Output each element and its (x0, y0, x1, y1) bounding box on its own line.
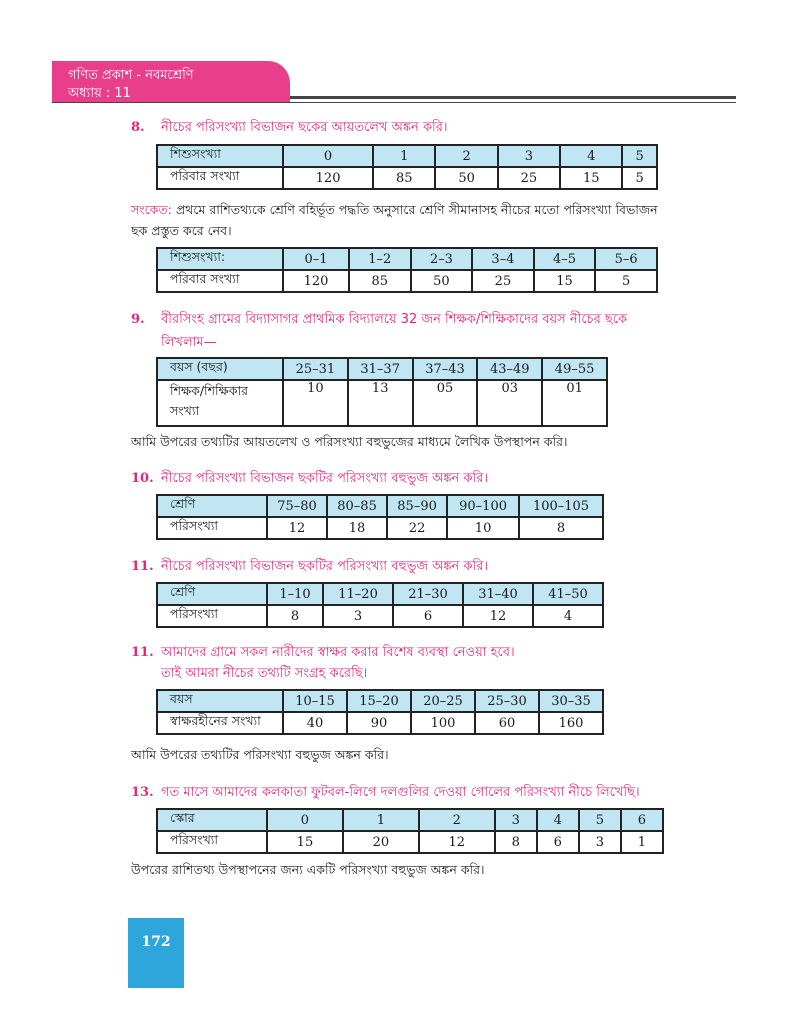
table-cell: 0–1 (283, 248, 349, 270)
table-cell: 20–25 (411, 690, 475, 712)
table-row (157, 517, 603, 539)
table-row (157, 248, 657, 270)
table-row (157, 831, 663, 853)
question-11b (131, 643, 731, 663)
question-text: বীরসিংহ গ্রামের বিদ্যাসাগর প্রাথমিক বিদ্যালয়ে 32 জন শিক্ষক/শিক্ষিকাদের বয়স নীচের ছকে (161, 312, 628, 327)
table-cell: 100–105 (519, 495, 603, 517)
table-cell: 2 (435, 145, 497, 167)
table-cell: 8 (267, 605, 323, 627)
question-9-instruction: আমি উপরের তথ্যটির আয়তলেখ ও পরিসংখ্যা বহুভুজের মাধ্যমে লৈখিক উপস্থাপন করি। (131, 434, 568, 449)
question-10 (131, 469, 731, 489)
table-row (157, 167, 657, 189)
question-number: 11. (131, 645, 154, 660)
question-9 (131, 310, 741, 330)
table-row (157, 380, 607, 426)
table-cell: 15 (534, 270, 596, 292)
table-cell: 60 (475, 712, 539, 734)
question-number: 10. (131, 471, 154, 486)
table-cell: 25 (472, 270, 534, 292)
table-row (157, 495, 603, 517)
table-cell: 1–2 (349, 248, 411, 270)
table-cell: 100 (411, 712, 475, 734)
table-cell: 18 (327, 517, 387, 539)
table-cell: পরিবার সংখ্যা (157, 270, 283, 292)
question-13 (131, 783, 741, 803)
question-number: 13. (131, 785, 154, 800)
table-q8 (156, 144, 658, 190)
table-cell: শ্রেণি (157, 583, 267, 605)
question-11b-instruction: আমি উপরের তথ্যটির পরিসংখ্যা বহুভুজ অঙ্কন করি। (131, 747, 389, 762)
table-cell: 12 (267, 517, 327, 539)
question-8 (131, 118, 731, 138)
table-cell: 15–20 (347, 690, 411, 712)
table-cell: 20 (343, 831, 419, 853)
table-cell: শিশুসংখ্যা (157, 145, 283, 167)
hint (131, 200, 731, 220)
table-cell: 0 (283, 145, 373, 167)
table-cell: 6 (537, 831, 579, 853)
table-cell: 50 (411, 270, 473, 292)
table-cell: 120 (283, 270, 349, 292)
table-row (157, 145, 657, 167)
table-cell: 4–5 (534, 248, 596, 270)
table-cell: 10 (447, 517, 519, 539)
question-number: 9. (131, 312, 145, 327)
table-cell: 2 (419, 809, 495, 831)
table-cell: 31–40 (463, 583, 533, 605)
table-cell: বয়স (157, 690, 283, 712)
table-cell: 2–3 (411, 248, 473, 270)
table-cell: 80–85 (327, 495, 387, 517)
table-cell: 49–55 (542, 358, 607, 380)
table-cell: 1 (343, 809, 419, 831)
table-q8-grouped (156, 247, 658, 293)
table-cell: 43–49 (477, 358, 542, 380)
table-cell: পরিসংখ্যা (157, 517, 267, 539)
table-cell: 4 (537, 809, 579, 831)
table-row (157, 583, 603, 605)
question-text: নীচের পরিসংখ্যা বিভাজন ছকটির পরিসংখ্যা বহুভুজ অঙ্কন করি। (161, 559, 489, 574)
table-cell: 90–100 (447, 495, 519, 517)
table-cell: 90 (347, 712, 411, 734)
table-cell: 3 (495, 809, 537, 831)
table-cell: 5 (579, 809, 621, 831)
table-cell: 3 (323, 605, 393, 627)
table-row (157, 358, 607, 380)
hint-label: সংকেত: (131, 202, 172, 217)
question-text: আমাদের গ্রামে সকল নারীদের স্বাক্ষর করার বিশেষ ব্যবস্থা নেওয়া হবে। (161, 645, 515, 660)
table-cell: 05 (413, 380, 478, 426)
table-row (157, 270, 657, 292)
table-cell: 13 (348, 380, 413, 426)
table-cell: 4 (560, 145, 622, 167)
question-text: নীচের পরিসংখ্যা বিভাজন ছকটির পরিসংখ্যা বহুভুজ অঙ্কন করি। (161, 471, 489, 486)
table-cell: 25 (498, 167, 560, 189)
table-q11 (156, 582, 604, 628)
table-q13 (156, 808, 664, 854)
header-rule (290, 96, 736, 99)
table-cell: বয়স (বছর) (157, 358, 283, 380)
table-cell: 3–4 (472, 248, 534, 270)
table-cell: 41–50 (533, 583, 603, 605)
question-number: 11. (131, 559, 154, 574)
table-cell: 50 (435, 167, 497, 189)
table-cell: শিশুসংখ্যা: (157, 248, 283, 270)
question-11b-continued: তাই আমরা নীচের তথ্যটি সংগ্রহ করেছি। (161, 666, 368, 681)
table-cell: 160 (539, 712, 603, 734)
table-cell: 85 (349, 270, 411, 292)
table-cell: 3 (498, 145, 560, 167)
table-cell: শ্রেণি (157, 495, 267, 517)
table-cell: 15 (560, 167, 622, 189)
table-cell: 40 (283, 712, 347, 734)
table-row (157, 605, 603, 627)
question-number: 8. (131, 120, 145, 135)
table-cell: 15 (267, 831, 343, 853)
table-cell: 22 (387, 517, 447, 539)
row-label-line1: শিক্ষক/শিক্ষিকার (170, 383, 248, 398)
table-cell: 5 (595, 270, 657, 292)
table-cell: 75–80 (267, 495, 327, 517)
table-row (157, 690, 603, 712)
table-row (157, 712, 603, 734)
table-cell: 10–15 (283, 690, 347, 712)
table-cell: 0 (267, 809, 343, 831)
table-cell: 01 (542, 380, 607, 426)
table-cell (157, 380, 283, 426)
question-text: নীচের পরিসংখ্যা বিভাজন ছকের আয়তলেখ অঙ্কন করি। (161, 120, 448, 135)
table-cell: 6 (393, 605, 463, 627)
header-rule-thin (52, 102, 736, 103)
header-tab (52, 61, 290, 103)
hint-text: প্রথমে রাশিতথ্যকে শ্রেণি বহির্ভূত পদ্ধতি অনুসারে শ্রেণি সীমানাসহ নীচের মতো পরিসংখ্যা বিভাজন (172, 202, 658, 217)
table-cell: 8 (519, 517, 603, 539)
table-cell: 6 (621, 809, 663, 831)
table-cell: 5–6 (595, 248, 657, 270)
page-number: 172 (128, 918, 184, 988)
table-cell: পরিসংখ্যা (157, 605, 267, 627)
table-cell: স্বাক্ষরহীনের সংখ্যা (157, 712, 283, 734)
table-cell: 1 (373, 145, 435, 167)
table-cell: 25–30 (475, 690, 539, 712)
question-9-continued: লিখলাম— (161, 335, 217, 350)
table-cell: পরিবার সংখ্যা (157, 167, 283, 189)
table-cell: 03 (477, 380, 542, 426)
row-label-line2: সংখ্যা (170, 403, 200, 418)
hint-continued: ছক প্রস্তুত করে নেব। (131, 223, 232, 238)
table-cell: 4 (533, 605, 603, 627)
table-cell: 1–10 (267, 583, 323, 605)
table-cell: 10 (283, 380, 348, 426)
table-cell: 5 (622, 167, 657, 189)
table-cell: 8 (495, 831, 537, 853)
table-cell: 25–31 (283, 358, 348, 380)
table-cell: স্কোর (157, 809, 267, 831)
book-title: গণিত প্রকাশ - নবমশ্রেণি (68, 68, 194, 83)
table-cell: পরিসংখ্যা (157, 831, 267, 853)
table-cell: 11–20 (323, 583, 393, 605)
table-q11b (156, 689, 604, 735)
question-13-instruction: উপরের রাশিতথ্য উপস্থাপনের জন্য একটি পরিসংখ্যা বহুভুজ অঙ্কন করি। (131, 862, 485, 877)
table-cell: 21–30 (393, 583, 463, 605)
table-cell: 31–37 (348, 358, 413, 380)
table-row (157, 809, 663, 831)
table-cell: 1 (621, 831, 663, 853)
table-cell: 5 (622, 145, 657, 167)
table-cell: 12 (419, 831, 495, 853)
table-cell: 120 (283, 167, 373, 189)
table-q10 (156, 494, 604, 540)
chapter-label: অধ্যায় : 11 (68, 86, 131, 101)
question-text: গত মাসে আমাদের কলকাতা ফুটবল-লিগে দলগুলির দেওয়া গোলের পরিসংখ্যা নীচে লিখেছি। (161, 785, 640, 800)
table-cell: 85 (373, 167, 435, 189)
table-cell: 30–35 (539, 690, 603, 712)
table-cell: 3 (579, 831, 621, 853)
table-cell: 85–90 (387, 495, 447, 517)
table-q9 (156, 357, 608, 427)
question-11 (131, 557, 731, 577)
table-cell: 37–43 (413, 358, 478, 380)
table-cell: 12 (463, 605, 533, 627)
